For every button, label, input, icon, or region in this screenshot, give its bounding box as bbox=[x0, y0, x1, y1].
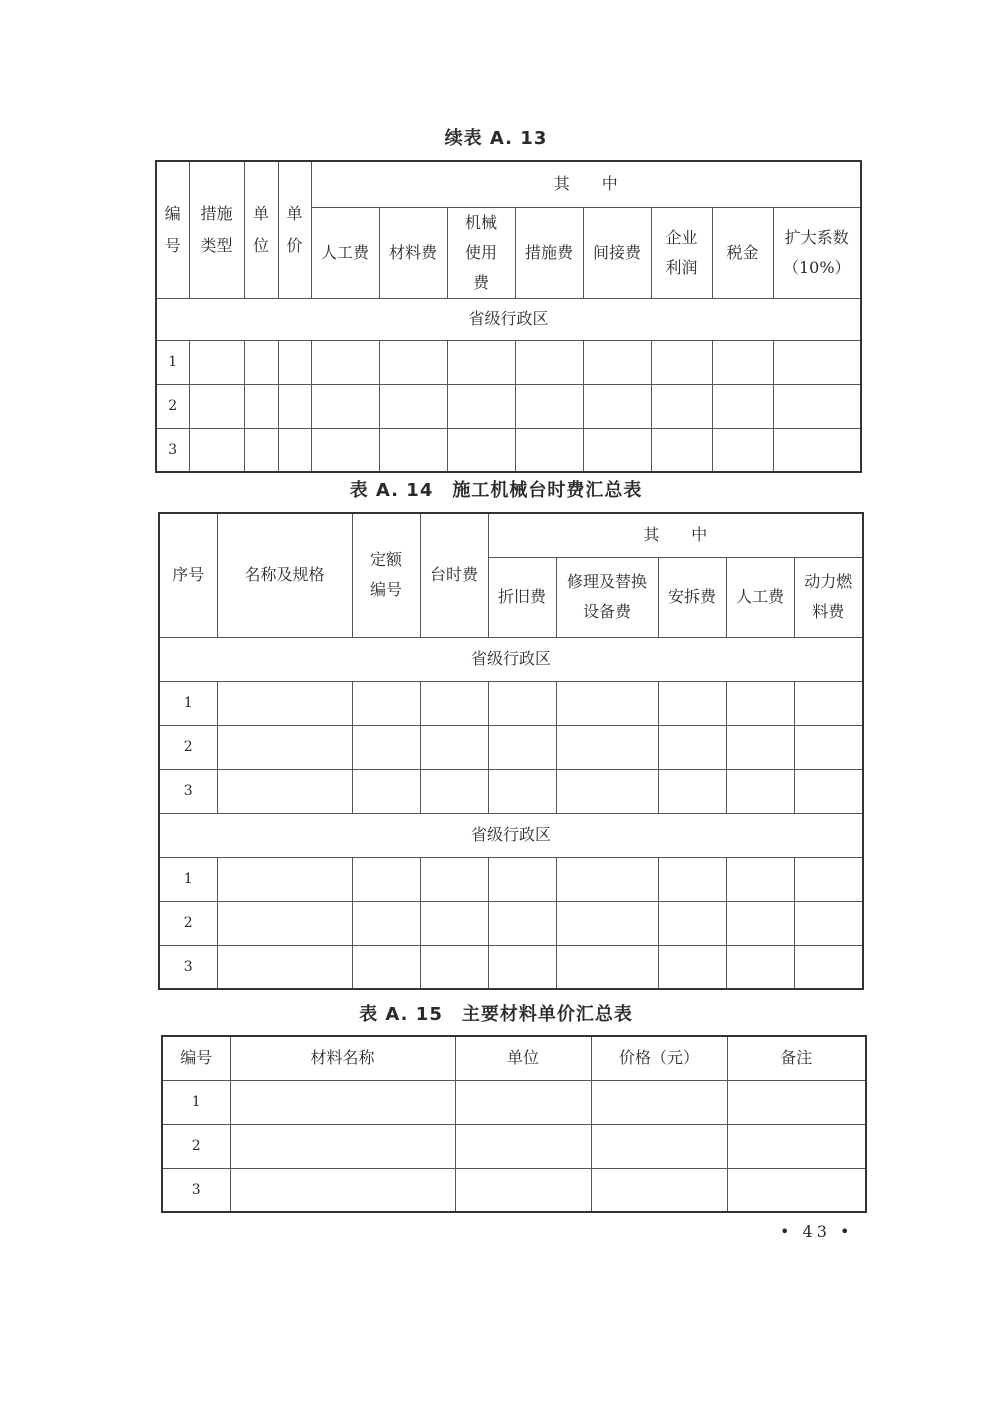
header-remarks: 备注 bbox=[727, 1036, 866, 1080]
row-number: 1 bbox=[159, 857, 217, 901]
table-row bbox=[162, 1168, 866, 1212]
table-row bbox=[156, 428, 861, 472]
section-province-label: 省级行政区 bbox=[159, 637, 863, 681]
row-number: 2 bbox=[159, 901, 217, 945]
header-indirect-cost: 间接费 bbox=[583, 207, 651, 298]
table-row bbox=[159, 857, 863, 901]
header-measure-type: 措施类型 bbox=[189, 161, 244, 298]
table-row bbox=[159, 681, 863, 725]
row-number: 2 bbox=[159, 725, 217, 769]
table-a15 bbox=[161, 1035, 867, 1213]
header-material-name: 材料名称 bbox=[230, 1036, 455, 1080]
header-unit-price: 单价 bbox=[278, 161, 311, 298]
row-number: 2 bbox=[162, 1124, 230, 1168]
header-unit: 单位 bbox=[455, 1036, 591, 1080]
table-a14 bbox=[158, 512, 864, 990]
header-quota-code: 定额编号 bbox=[352, 513, 420, 637]
table-a15-title: 表 A. 15 主要材料单价汇总表 bbox=[359, 1004, 633, 1025]
row-number: 1 bbox=[162, 1080, 230, 1124]
table-row bbox=[156, 340, 861, 384]
header-labor-cost: 人工费 bbox=[726, 557, 794, 637]
table-row bbox=[159, 725, 863, 769]
table-row bbox=[162, 1124, 866, 1168]
header-material-cost: 材料费 bbox=[379, 207, 447, 298]
header-depreciation: 折旧费 bbox=[488, 557, 556, 637]
row-number: 2 bbox=[156, 384, 189, 428]
header-name-spec: 名称及规格 bbox=[217, 513, 352, 637]
header-repair-replacement: 修理及替换设备费 bbox=[556, 557, 658, 637]
header-id: 编号 bbox=[162, 1036, 230, 1080]
row-number: 3 bbox=[159, 945, 217, 989]
header-unit: 单位 bbox=[244, 161, 278, 298]
table-a14-title: 表 A. 14 施工机械台时费汇总表 bbox=[349, 480, 643, 501]
table-a13 bbox=[155, 160, 862, 473]
row-number: 1 bbox=[159, 681, 217, 725]
table-row bbox=[159, 769, 863, 813]
table-row bbox=[159, 901, 863, 945]
row-number: 3 bbox=[156, 428, 189, 472]
header-install-removal: 安拆费 bbox=[658, 557, 726, 637]
header-id: 编号 bbox=[156, 161, 189, 298]
row-number: 3 bbox=[162, 1168, 230, 1212]
table-row bbox=[156, 384, 861, 428]
table-row bbox=[162, 1080, 866, 1124]
section-province-label: 省级行政区 bbox=[156, 298, 861, 340]
header-machinery-cost: 机械使用费 bbox=[447, 207, 515, 298]
header-measure-cost: 措施费 bbox=[515, 207, 583, 298]
table-row bbox=[159, 945, 863, 989]
header-hourly-cost: 台时费 bbox=[420, 513, 488, 637]
header-price: 价格（元） bbox=[591, 1036, 727, 1080]
row-number: 3 bbox=[159, 769, 217, 813]
header-power-fuel: 动力燃料费 bbox=[794, 557, 863, 637]
page-number: • 43 • bbox=[780, 1222, 854, 1241]
header-labor-cost: 人工费 bbox=[311, 207, 379, 298]
section-province-label: 省级行政区 bbox=[159, 813, 863, 857]
header-group-of-which: 其 中 bbox=[311, 161, 861, 207]
header-seq: 序号 bbox=[159, 513, 217, 637]
header-enterprise-profit: 企业利润 bbox=[651, 207, 712, 298]
header-group-of-which: 其 中 bbox=[488, 513, 863, 557]
row-number: 1 bbox=[156, 340, 189, 384]
header-tax: 税金 bbox=[712, 207, 773, 298]
table-a13-title: 续表 A. 13 bbox=[444, 128, 548, 149]
header-expansion-factor: 扩大系数（10%） bbox=[773, 207, 861, 298]
